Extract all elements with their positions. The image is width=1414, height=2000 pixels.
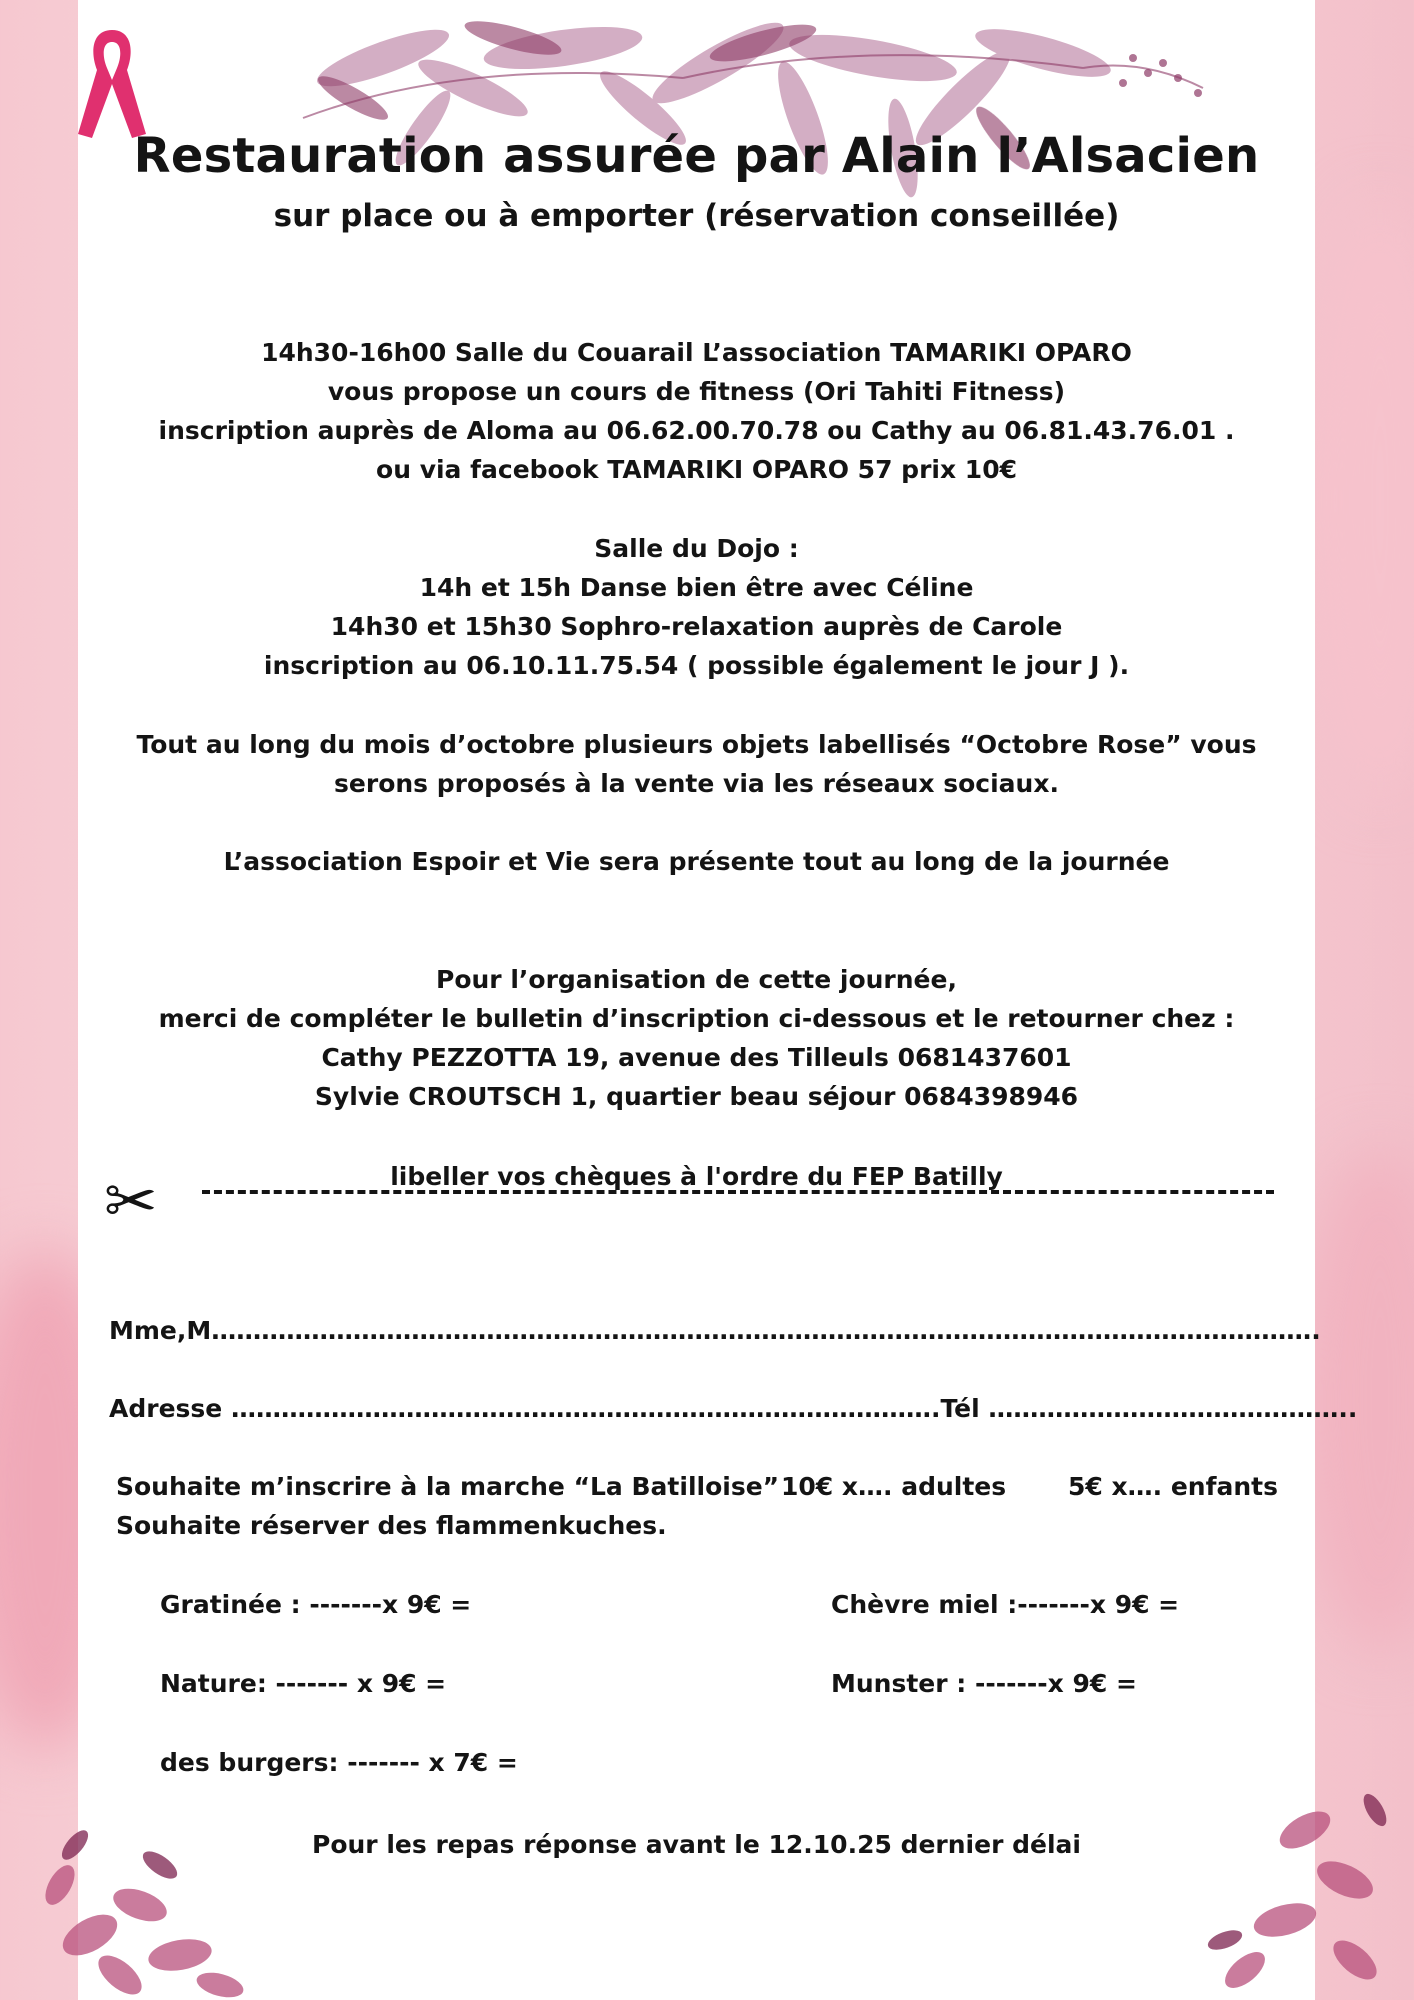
- marche-label: Souhaite m’inscrire à la marche “La Batilloise”: [116, 1472, 780, 1501]
- octobre-line: serons proposés à la vente via les réseaux sociaux.: [334, 769, 1059, 798]
- name-field: Mme,M…………………………………………………………………………………………………………………….: [109, 1316, 1321, 1345]
- page-title: Restauration assurée par Alain l’Alsacien: [133, 128, 1260, 184]
- marche-adults: 10€ x…. adultes: [781, 1472, 1007, 1501]
- octobre-rose-section: [78, 725, 1315, 803]
- scissors-icon: ✂: [104, 1165, 158, 1239]
- pink-ribbon-icon: [72, 22, 152, 142]
- dojo-line: inscription au 06.10.11.75.54 ( possible également le jour J ).: [263, 651, 1130, 680]
- order-item-gratinee: Gratinée : -------x 9€ =: [160, 1590, 472, 1619]
- order-item-chevre-miel: Chèvre miel :-------x 9€ =: [831, 1590, 1180, 1619]
- cut-line: [202, 1190, 1274, 1194]
- fitness-line: inscription auprès de Aloma au 06.62.00.70.78 ou Cathy au 06.81.43.76.01 .: [158, 416, 1235, 445]
- fitness-section: [78, 333, 1315, 489]
- marche-children: 5€ x…. enfants: [1068, 1472, 1278, 1501]
- organisation-line: Cathy PEZZOTTA 19, avenue des Tilleuls 0681437601: [321, 1043, 1072, 1072]
- watercolor-wash-right: [1310, 200, 1414, 800]
- order-item-nature: Nature: ------- x 9€ =: [160, 1669, 447, 1698]
- fitness-line: ou via facebook TAMARIKI OPARO 57 prix 10€: [376, 455, 1017, 484]
- leaves-bottom-right-decoration: [1185, 1770, 1414, 2000]
- organisation-section: [78, 960, 1315, 1116]
- page-subtitle: sur place ou à emporter (réservation conseillée): [273, 198, 1120, 234]
- flammenkuches-label: Souhaite réserver des flammenkuches.: [116, 1511, 667, 1540]
- fitness-line: 14h30-16h00 Salle du Couarail L’association TAMARIKI OPARO: [261, 338, 1132, 367]
- dojo-line: 14h et 15h Danse bien être avec Céline: [419, 573, 974, 602]
- organisation-line: merci de compléter le bulletin d’inscription ci-dessous et le retourner chez :: [158, 1004, 1235, 1033]
- organisation-line: Sylvie CROUTSCH 1, quartier beau séjour 0684398946: [314, 1082, 1079, 1111]
- organisation-line: Pour l’organisation de cette journée,: [436, 965, 957, 994]
- espoir-vie-text: [78, 842, 1315, 881]
- deadline-text: [78, 1825, 1315, 1864]
- address-field: Adresse ………………………………………………………………………….Tél ……………………………………..: [109, 1394, 1358, 1423]
- espoir-line: L’association Espoir et Vie sera présente tout au long de la journée: [223, 847, 1170, 876]
- fitness-line: vous propose un cours de fitness (Ori Tahiti Fitness): [327, 377, 1066, 406]
- order-item-burgers: des burgers: ------- x 7€ =: [160, 1748, 518, 1777]
- dojo-line: Salle du Dojo :: [594, 534, 799, 563]
- flyer-page: [78, 0, 1358, 2000]
- dojo-section: [78, 529, 1315, 685]
- order-item-munster: Munster : -------x 9€ =: [831, 1669, 1137, 1698]
- leaves-bottom-left-decoration: [30, 1785, 260, 2000]
- cheque-line: libeller vos chèques à l'ordre du FEP Batilly: [390, 1162, 1003, 1191]
- dojo-line: 14h30 et 15h30 Sophro-relaxation auprès de Carole: [330, 612, 1063, 641]
- deadline-line: Pour les repas réponse avant le 12.10.25 dernier délai: [312, 1830, 1081, 1859]
- octobre-line: Tout au long du mois d’octobre plusieurs objets labellisés “Octobre Rose” vous: [136, 730, 1257, 759]
